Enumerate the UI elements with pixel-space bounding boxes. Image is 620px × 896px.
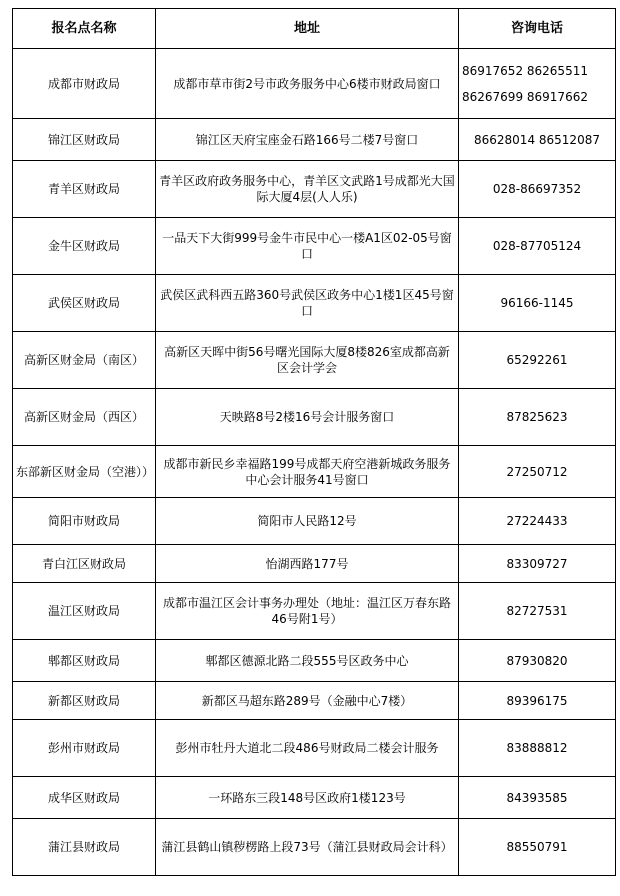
phone-number: 27250712 (506, 464, 568, 479)
phone-cell (459, 49, 616, 119)
phone-cell (459, 545, 616, 583)
address-cell: 天映路8号2楼16号会计服务窗口 (156, 389, 459, 446)
office-name-cell: 蒲江县财政局 (13, 819, 156, 876)
office-name-cell: 高新区财金局（西区） (13, 389, 156, 446)
office-name-cell: 东部新区财金局（空港）） (13, 446, 156, 498)
phone-number: 83309727 (506, 556, 568, 571)
office-name-cell: 成华区财政局 (13, 777, 156, 819)
header-address: 地址 (156, 9, 459, 49)
table-row (13, 389, 616, 446)
phone-cell (459, 819, 616, 876)
table-row (13, 819, 616, 876)
table-row (13, 777, 616, 819)
phone-number: 27224433 (506, 514, 568, 528)
phone-number: 88550791 (506, 840, 568, 854)
table-row (13, 119, 616, 161)
phone-cell (459, 275, 616, 332)
phone-number: 028-87705124 (492, 239, 582, 253)
address-cell: 锦江区天府宝座金石路166号二楼7号窗口 (156, 119, 459, 161)
office-name-cell: 成都市财政局 (13, 49, 156, 119)
table-row (13, 682, 616, 720)
contact-table (12, 8, 616, 876)
office-name-cell: 郫都区财政局 (13, 640, 156, 682)
address-cell: 一品天下大街999号金牛市民中心一楼A1区02-05号窗口 (156, 218, 459, 275)
phone-cell (459, 389, 616, 446)
header-name: 报名点名称 (13, 9, 156, 49)
phone-cell (459, 583, 616, 640)
office-name-cell: 高新区财金局（南区） (13, 332, 156, 389)
address-cell: 新都区马超东路289号（金融中心7楼） (156, 682, 459, 720)
phone-cell (459, 640, 616, 682)
address-cell: 怡湖西路177号 (156, 545, 459, 583)
phone-number: 65292261 (506, 353, 568, 367)
table-row (13, 49, 616, 119)
phone-number: 87825623 (506, 410, 568, 424)
phone-cell (459, 777, 616, 819)
phone-number: 84393585 (506, 790, 568, 805)
office-name-cell: 金牛区财政局 (13, 218, 156, 275)
phone-cell (459, 332, 616, 389)
phone-number: 83888812 (506, 741, 568, 755)
office-name-cell: 锦江区财政局 (13, 119, 156, 161)
address-cell: 彭州市牡丹大道北二段486号财政局二楼会计服务 (156, 720, 459, 777)
address-cell: 郫都区德源北路二段555号区政务中心 (156, 640, 459, 682)
table-row (13, 720, 616, 777)
phone-number: 82727531 (506, 604, 568, 618)
table-row (13, 583, 616, 640)
office-name-cell: 武侯区财政局 (13, 275, 156, 332)
address-cell: 蒲江县鹤山镇秽楞路上段73号（蒲江县财政局会计科） (156, 819, 459, 876)
phone-cell (459, 720, 616, 777)
address-cell: 成都市温江区会计事务办理处（地址：温江区万春东路46号附1号） (156, 583, 459, 640)
address-cell: 武侯区武科西五路360号武侯区政务中心1楼1区45号窗口 (156, 275, 459, 332)
phone-number: 86628014 86512087 (474, 132, 600, 147)
table-row (13, 545, 616, 583)
office-name-cell: 新都区财政局 (13, 682, 156, 720)
phone-number: 028-86697352 (492, 182, 582, 196)
address-cell: 简阳市人民路12号 (156, 498, 459, 545)
phone-number: 86267699 86917662 (462, 89, 588, 104)
phone-cell (459, 682, 616, 720)
table-row (13, 161, 616, 218)
address-cell: 成都市新民乡幸福路199号成都天府空港新城政务服务中心会计服务41号窗口 (156, 446, 459, 498)
office-name-cell: 温江区财政局 (13, 583, 156, 640)
address-cell: 一环路东三段148号区政府1楼123号 (156, 777, 459, 819)
phone-cell (459, 446, 616, 498)
table-row (13, 218, 616, 275)
phone-cell (459, 498, 616, 545)
table-row (13, 498, 616, 545)
office-name-cell: 彭州市财政局 (13, 720, 156, 777)
office-name-cell: 青白江区财政局 (13, 545, 156, 583)
address-cell: 成都市草市街2号市政务服务中心6楼市财政局窗口 (156, 49, 459, 119)
address-cell: 青羊区政府政务服务中心，青羊区文武路1号成都光大国际大厦4层(人人乐) (156, 161, 459, 218)
table-row (13, 446, 616, 498)
phone-number: 86917652 86265511 (462, 63, 588, 78)
phone-number: 96166-1145 (500, 296, 574, 310)
table-row (13, 640, 616, 682)
phone-number: 87930820 (506, 653, 568, 668)
phone-cell (459, 161, 616, 218)
office-name-cell: 青羊区财政局 (13, 161, 156, 218)
phone-cell (459, 218, 616, 275)
phone-cell (459, 119, 616, 161)
header-phone: 咨询电话 (459, 9, 616, 49)
header-row (13, 9, 616, 49)
office-name-cell: 简阳市财政局 (13, 498, 156, 545)
address-cell: 高新区天晖中街56号曙光国际大厦8楼826室成都高新区会计学会 (156, 332, 459, 389)
table-row (13, 275, 616, 332)
phone-number: 89396175 (506, 693, 568, 708)
table-row (13, 332, 616, 389)
